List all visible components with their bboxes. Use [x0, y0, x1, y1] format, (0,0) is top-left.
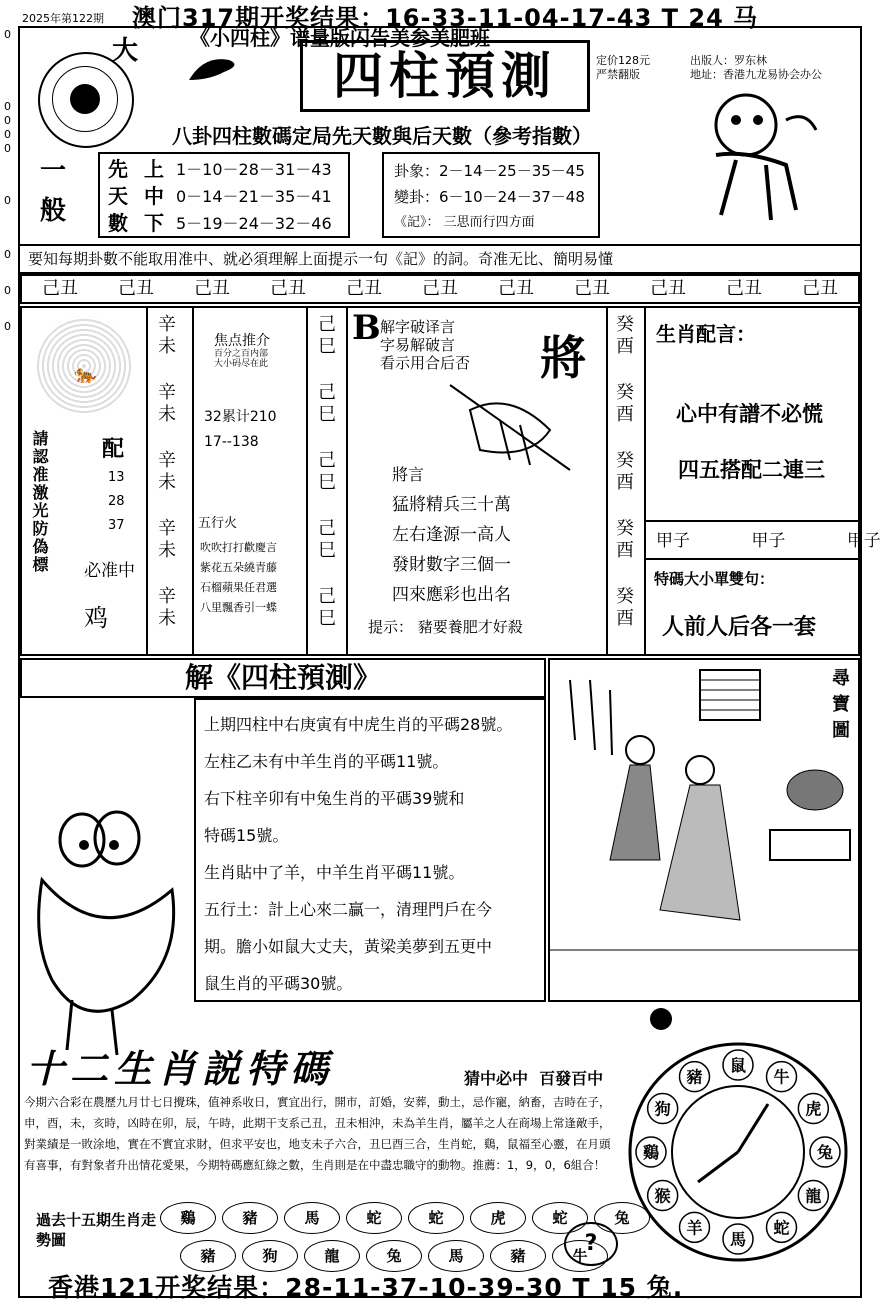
- wheel-label: 馬: [729, 1230, 747, 1249]
- past-label: 過去十五期生肖走勢圖: [36, 1211, 157, 1249]
- treasure-illustration: [550, 660, 858, 1000]
- trend-chip: 蛇: [532, 1202, 588, 1234]
- trend-chip: 狗: [242, 1240, 298, 1272]
- trend-chip: 蛇: [408, 1202, 464, 1234]
- stem-cell: 己丑: [270, 278, 306, 299]
- address: 地址：香港九龙易协会办公: [690, 68, 822, 81]
- jiazi-row: 甲子 甲子 甲子: [656, 531, 881, 551]
- wheel-label: 龍: [805, 1186, 822, 1206]
- bian-gua: 變卦：6－10－24－37－48: [394, 188, 585, 206]
- focus-poem: 吹吹打打歡慶言 紫花五朵繞青藤 石榴蘋果任君選 八里飄香引一蝶: [200, 541, 277, 614]
- jiang-title: 將言: [392, 465, 425, 484]
- pillar-d: 己巳 己巳 己巳 己巳 己巳: [318, 314, 336, 629]
- intro-heading: 八卦四柱數碼定局先天數與后天數（參考指數）: [172, 124, 592, 148]
- notice-text: 要知每期卦數不能取用准中、就必須理解上面提示一句《記》的詞。奇准无比、簡明易懂: [28, 250, 614, 268]
- treasure-scene: [548, 658, 860, 1002]
- footer-result: 香港121开奖结果：28-11-37-10-39-30 T 15 兔.: [48, 1273, 684, 1302]
- left-char-1: 大: [112, 36, 139, 66]
- wuxing-label: 五行火: [198, 516, 238, 531]
- wheel-label: 蛇: [773, 1218, 790, 1238]
- spear-illustration: [440, 370, 580, 480]
- stem-cell: 己丑: [650, 278, 686, 299]
- left-char-2: 一: [40, 156, 67, 186]
- gua-table: [382, 152, 600, 238]
- bottom-paragraph: 今期六合彩在農歷九月廿七日攪珠，值神系收日，實宜出行，開市，訂婚，安葬，動土，忌作寵，納畜，吉時在子，申，酉，未，亥時，凶時在卯，辰，午時，此期干支系己丑，丑未相沖，未為羊生肖，屬羊之人在商場上常逢敵手，對業績是一敗涂地，實在不實宜求財，但求平安也，地支未子六合，丑巳酉三合，生肖蛇，鷄，鼠福至心靈，在月頭有喜事，有對象者升出情花愛果，今期特碼應紅綠之數，生肖則是在中盡忠職守的動物。推薦：1，9，0，6組合！: [24, 1095, 611, 1172]
- explain-title: 解《四柱預測》: [184, 661, 381, 694]
- trend-chip: 蛇: [346, 1202, 402, 1234]
- special-title: 特碼大小單雙句：: [654, 570, 775, 588]
- price: 定价128元: [596, 54, 650, 67]
- lion-illustration: [676, 80, 826, 230]
- trend-chip: 鷄: [160, 1202, 216, 1234]
- trend-chip: 豬: [490, 1240, 546, 1272]
- top-result: 澳门317期开奖结果：16-33-11-04-17-43 T 24 马: [132, 4, 759, 32]
- wheel-label: 鼠: [729, 1056, 747, 1075]
- pillar-f: 癸酉 癸酉 癸酉 癸酉 癸酉: [616, 314, 634, 629]
- header-subtitle: 《小四柱》谱量版闪告美参美肥班: [190, 26, 490, 50]
- trend-chip: 龍: [304, 1240, 360, 1272]
- wheel-label: 羊: [686, 1218, 703, 1238]
- gua-xiang: 卦象：2－14－25－35－45: [394, 162, 585, 180]
- stat-2: 17--138: [204, 434, 259, 450]
- stem-cell: 己丑: [422, 278, 458, 299]
- explain-title-bar: [20, 658, 546, 698]
- special-line: 人前人后各一套: [662, 615, 817, 640]
- wheel-label: 豬: [686, 1067, 703, 1087]
- bird-illustration: [184, 50, 244, 90]
- stem-cell: 己丑: [42, 278, 78, 299]
- stem-cell: 己丑: [802, 278, 838, 299]
- treasure-label: 尋 寶 圖: [832, 668, 850, 741]
- black-dot: [650, 1008, 672, 1030]
- wheel-label: 兔: [816, 1143, 834, 1162]
- issue-label: 2025年第122期: [22, 12, 104, 25]
- no-copy: 严禁翻版: [596, 68, 640, 81]
- explain-lines: 上期四柱中右庚寅有中虎生肖的平碼28號。 左柱乙未有中羊生肖的平碼11號。 右下柱辛卯有中兔生肖的平碼39號和 特碼15號。 生肖貼中了羊，中羊生肖平碼11號。 五行土：計上心來二贏一，清理門戶在今 期。膽小如鼠大丈夫，黃梁美夢到五更中 鼠生肖的平碼30號。: [204, 715, 513, 993]
- jiang-character: 將: [540, 331, 586, 385]
- focus-title: 焦点推介: [214, 333, 270, 349]
- ji-line: 《記》： 三思而行四方面: [394, 215, 535, 230]
- xiantian-table: [98, 152, 350, 238]
- pei-label: 配: [102, 436, 125, 462]
- must-hit: 必准中: [84, 561, 135, 581]
- trend-chip: 豬: [222, 1202, 278, 1234]
- position-numbers: 1－10－28－31－43 0－14－21－35－41 5－19－24－32－46: [176, 160, 332, 233]
- b-letter: B: [352, 308, 381, 348]
- publisher: 出版人：罗东林: [690, 54, 767, 67]
- shengxiao-line-2: 四五搭配二連三: [678, 458, 825, 482]
- stem-cell: 己丑: [346, 278, 382, 299]
- edge-markers: 0 0 0 0 0 0 0 0 0: [4, 28, 11, 333]
- trend-chip: 豬: [180, 1240, 236, 1272]
- cartoon-mascot: [22, 800, 182, 1060]
- shengxiao-line-1: 心中有譜不必慌: [676, 402, 823, 426]
- trend-chip: 馬: [428, 1240, 484, 1272]
- wheel-label: 猴: [654, 1186, 671, 1206]
- stems-row: [20, 274, 860, 304]
- stem-cell: 己丑: [118, 278, 154, 299]
- wheel-label: 虎: [805, 1099, 822, 1119]
- trend-chip: 虎: [470, 1202, 526, 1234]
- question-mark: ?: [564, 1222, 618, 1266]
- page-title: 四柱預測: [333, 46, 557, 105]
- wheel-label: 牛: [773, 1067, 790, 1087]
- pei-numbers: 13 28 37: [108, 470, 125, 533]
- slogan: 猜中必中 百發百中: [464, 1069, 604, 1088]
- wheel-label: 鷄: [642, 1143, 660, 1162]
- title-box: [300, 40, 590, 112]
- left-char-3: 般: [40, 196, 67, 226]
- stem-cell: 己丑: [726, 278, 762, 299]
- stat-1: 32累计210: [204, 409, 277, 425]
- zodiac-wheel: [620, 1036, 856, 1268]
- riddle: 解字破译言 字易解破言 看示用合后否: [380, 318, 471, 372]
- pillar-b: 辛未 辛未 辛未 辛未 辛未: [158, 314, 176, 629]
- tiger-icon: 🐅: [74, 364, 97, 385]
- trend-chip: 馬: [284, 1202, 340, 1234]
- stem-cell: 己丑: [574, 278, 610, 299]
- stem-cell: 己丑: [498, 278, 534, 299]
- shengxiao-title: 生肖配言：: [656, 322, 756, 346]
- animal-answer: 鸡: [84, 604, 108, 632]
- trend-chip: 兔: [366, 1240, 422, 1272]
- jiang-poem: 猛將精兵三十萬 左右逢源一高人 發財數字三個一 四來應彩也出名: [392, 495, 511, 605]
- trend-chip: 兔: [594, 1202, 650, 1234]
- focus-sub2: 大小码尽在此: [214, 359, 269, 369]
- stem-cell: 己丑: [194, 278, 230, 299]
- zodiac-calligraphy: 十二生肖説特碼: [26, 1046, 335, 1091]
- wheel-hand: [738, 1104, 768, 1152]
- jiang-hint: 提示： 豬要養肥才好殺: [368, 618, 523, 636]
- focus-sub1: 百分之百内部: [214, 349, 269, 359]
- position-labels: 上 中 下: [144, 157, 164, 235]
- xiantian-labels: 先 天 數: [108, 157, 128, 235]
- anti-fake-stamp: 請認准激光防偽標: [30, 430, 49, 574]
- explain-box: [194, 698, 546, 1002]
- trend-chip: 牛: [552, 1240, 608, 1272]
- wheel-label: 狗: [654, 1099, 671, 1119]
- wheel-hand: [698, 1152, 738, 1182]
